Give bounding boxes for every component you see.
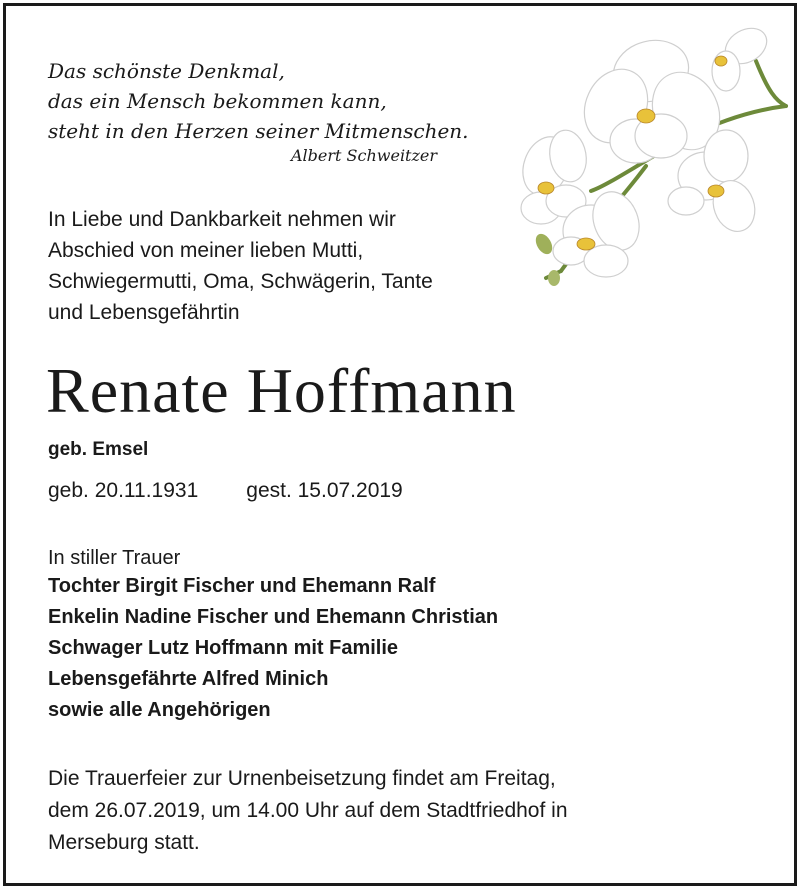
quote-author: Albert Schweitzer [291, 146, 438, 165]
intro-line: Schwiegermutti, Oma, Schwägerin, Tante [48, 270, 433, 293]
life-dates [48, 479, 403, 503]
service-line: Die Trauerfeier zur Urnenbeisetzung findet am Freitag, [48, 767, 556, 790]
intro-line: Abschied von meiner lieben Mutti, [48, 239, 364, 262]
maiden-name: geb. Emsel [48, 439, 149, 460]
service-line: dem 26.07.2019, um 14.00 Uhr auf dem Stadtfriedhof in [48, 799, 568, 822]
mourner: sowie alle Angehörigen [48, 699, 271, 721]
quote-line: das ein Mensch bekommen kann, [48, 89, 387, 113]
service-info [48, 763, 568, 859]
orchid-icon [506, 16, 791, 291]
mourner: Tochter Birgit Fischer und Ehemann Ralf [48, 575, 436, 597]
mourners-list [48, 571, 498, 726]
deceased-name: Renate Hoffmann [46, 355, 517, 426]
mourning-heading: In stiller Trauer [48, 547, 181, 569]
birth-date: geb. 20.11.1931 [48, 479, 199, 502]
quote-line: Das schönste Denkmal, [48, 59, 285, 83]
death-date: gest. 15.07.2019 [246, 479, 403, 502]
mourner: Lebensgefährte Alfred Minich [48, 668, 329, 690]
obituary-card [3, 3, 797, 886]
mourner: Enkelin Nadine Fischer und Ehemann Christian [48, 606, 499, 628]
intro-line: und Lebensgefährtin [48, 301, 240, 324]
service-line: Merseburg statt. [48, 831, 200, 854]
quote [48, 56, 469, 146]
intro-text [48, 204, 433, 328]
quote-line: steht in den Herzen seiner Mitmenschen. [48, 119, 469, 143]
intro-line: In Liebe und Dankbarkeit nehmen wir [48, 208, 396, 231]
mourner: Schwager Lutz Hoffmann mit Familie [48, 637, 399, 659]
